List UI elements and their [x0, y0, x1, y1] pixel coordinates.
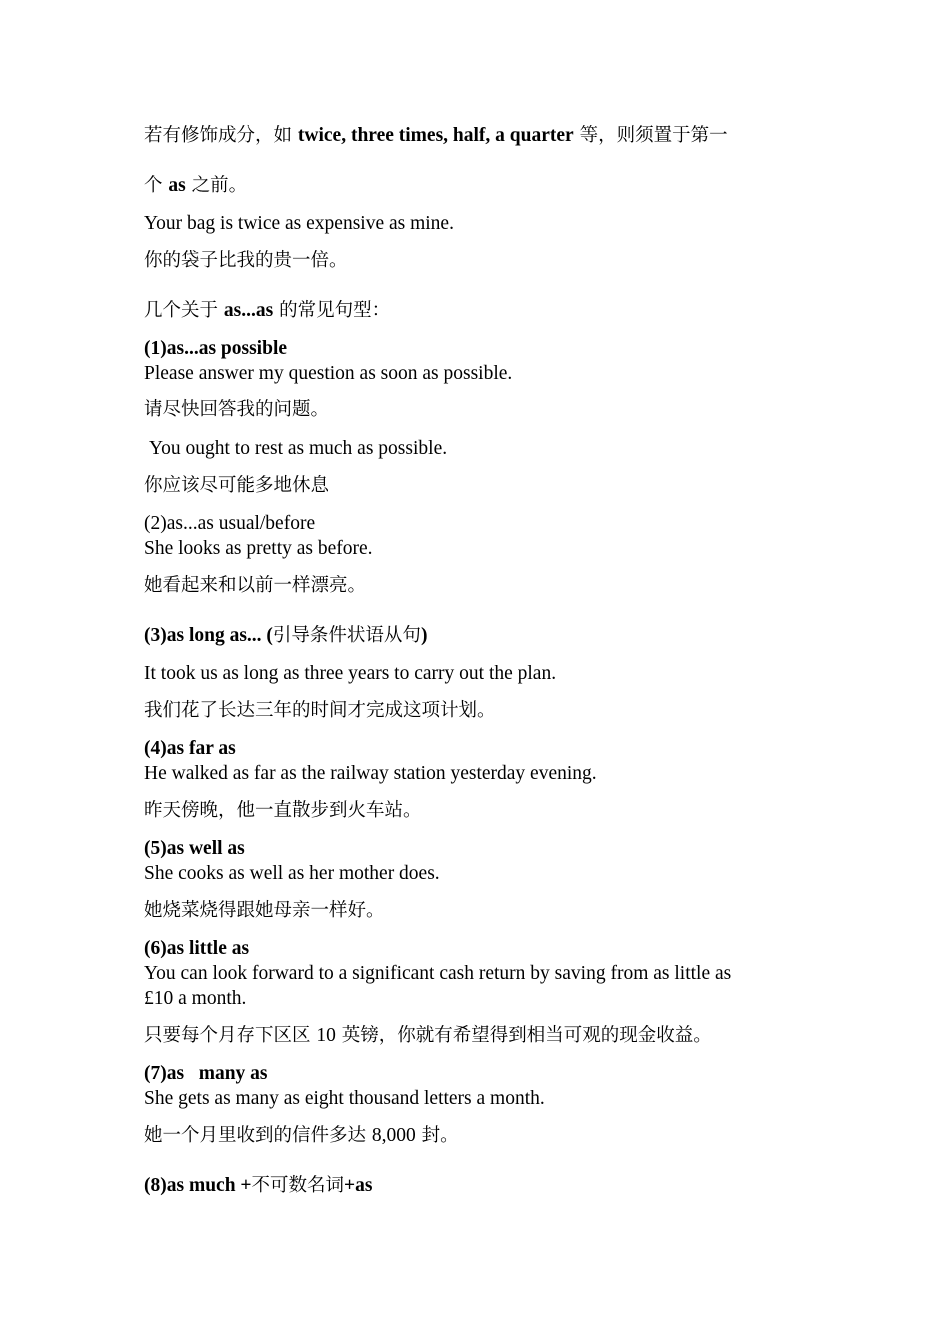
zh-text: 英镑，你就有希望得到相当可观的现金收益。 — [335, 1025, 712, 1046]
pattern-7-title: (7)as many as — [144, 1063, 268, 1084]
pattern-5-example-en: She cooks as well as her mother does. — [144, 863, 440, 884]
intro-line-1 — [144, 124, 728, 148]
pattern-7-example-zh — [144, 1124, 459, 1148]
pattern-3-example-en: It took us as long as three years to carry out the plan. — [144, 663, 557, 684]
pattern-8-title-zh: 不可数名词 — [251, 1175, 345, 1196]
patterns-heading — [144, 299, 390, 323]
pattern-8-title-end: +as — [344, 1175, 373, 1196]
zh-text: 只要每个月存下区区 — [144, 1025, 317, 1046]
intro-text: 个 — [144, 175, 169, 196]
pattern-4-example-en: He walked as far as the railway station yesterday evening. — [144, 763, 597, 784]
pattern-3-title — [144, 624, 427, 648]
pattern-1-example-2-zh: 你应该尽可能多地休息 — [144, 475, 330, 496]
pattern-4-example-zh: 昨天傍晚，他一直散步到火车站。 — [144, 800, 422, 821]
pattern-3-title-en: (3)as long as... ( — [144, 625, 273, 646]
intro-text: 等，则须置于第一 — [573, 125, 728, 146]
pattern-1-example-1-en: Please answer my question as soon as possible. — [144, 363, 513, 384]
pattern-3-example-zh: 我们花了长达三年的时间才完成这项计划。 — [144, 700, 496, 721]
pattern-8-title — [144, 1174, 373, 1198]
zh-text: 她一个月里收到的信件多达 — [144, 1125, 372, 1146]
pattern-6-example-en-line-2: £10 a month. — [144, 988, 247, 1009]
pattern-2-title: (2)as...as usual/before — [144, 513, 316, 534]
pattern-5-title: (5)as well as — [144, 838, 245, 859]
pattern-6-title: (6)as little as — [144, 938, 250, 959]
pattern-6-example-en-line-1: You can look forward to a significant cash return by saving from as little as — [144, 963, 732, 984]
intro-text: 之前。 — [185, 175, 248, 196]
intro-text: 若有修饰成分，如 — [144, 125, 298, 146]
intro-line-2 — [144, 174, 247, 198]
intro-example-zh: 你的袋子比我的贵一倍。 — [144, 250, 348, 271]
pattern-7-example-en: She gets as many as eight thousand letters a month. — [144, 1088, 545, 1109]
heading-text: 几个关于 — [144, 300, 224, 321]
pattern-6-example-zh — [144, 1024, 712, 1048]
pattern-5-example-zh: 她烧菜烧得跟她母亲一样好。 — [144, 900, 385, 921]
heading-text: 的常见句型： — [273, 300, 391, 321]
heading-as-as: as...as — [223, 300, 274, 321]
zh-number: 10 — [316, 1025, 336, 1046]
pattern-2-example-en: She looks as pretty as before. — [144, 538, 373, 559]
pattern-8-title-en: (8)as much + — [144, 1175, 252, 1196]
pattern-3-title-end: ) — [420, 625, 428, 646]
pattern-1-title: (1)as...as possible — [144, 338, 288, 359]
pattern-3-title-zh: 引导条件状语从句 — [272, 625, 421, 646]
pattern-2-example-zh: 她看起来和以前一样漂亮。 — [144, 575, 367, 596]
zh-number: 8,000 — [371, 1125, 416, 1146]
zh-text: 封。 — [415, 1125, 459, 1146]
intro-example-en: Your bag is twice as expensive as mine. — [144, 213, 454, 234]
intro-as: as — [168, 175, 186, 196]
pattern-1-example-2-en: You ought to rest as much as possible. — [149, 438, 448, 459]
pattern-1-example-1-zh: 请尽快回答我的问题。 — [144, 399, 330, 420]
intro-modifiers: twice, three times, half, a quarter — [297, 125, 574, 146]
pattern-4-title: (4)as far as — [144, 738, 236, 759]
